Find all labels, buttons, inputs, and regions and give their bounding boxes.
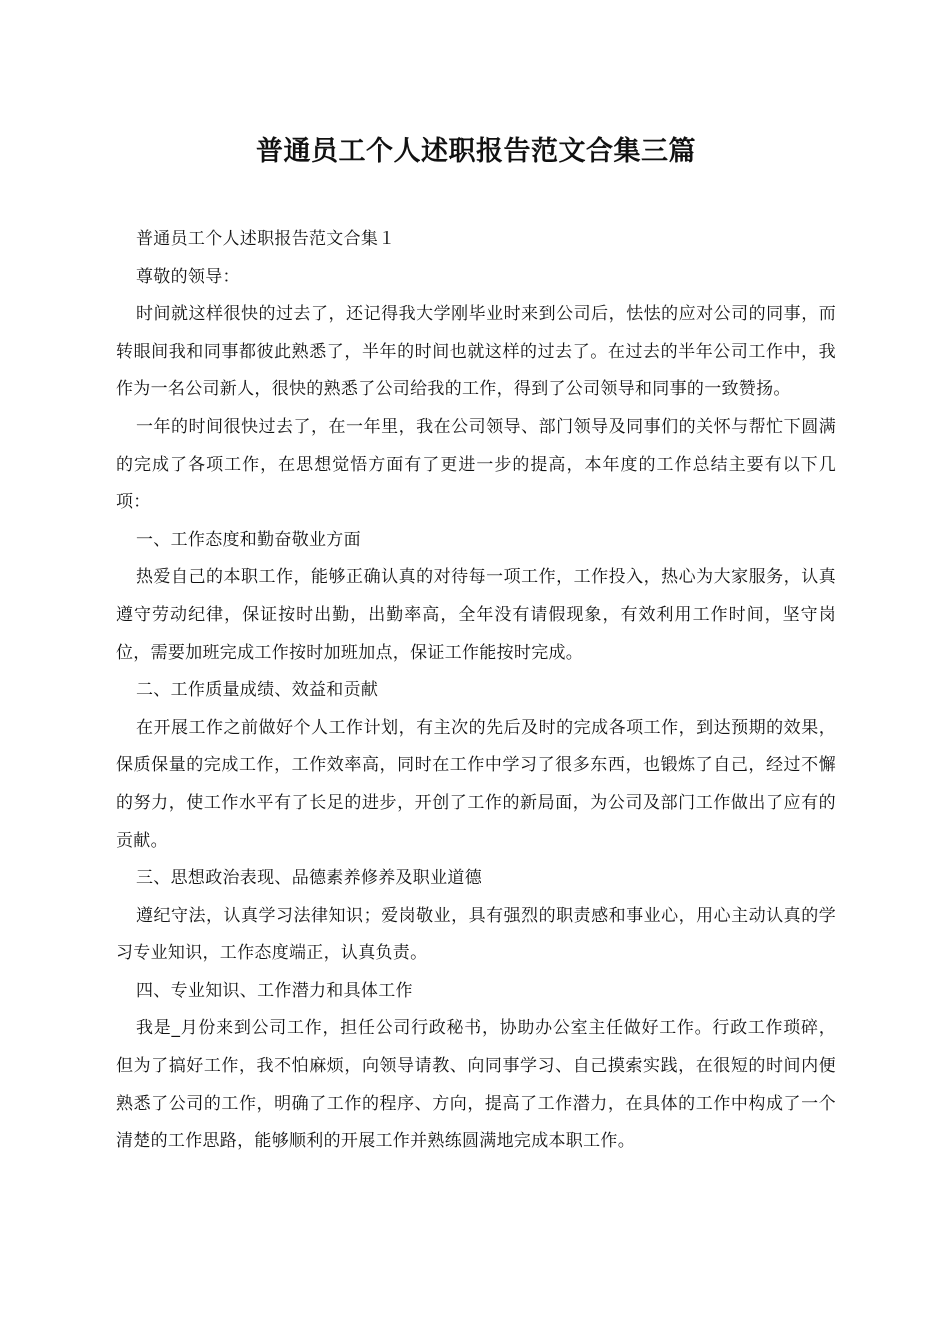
paragraph-ethics: 遵纪守法，认真学习法律知识；爱岗敬业，具有强烈的职责感和事业心，用心主动认真的学习专业知识，工作态度端正，认真负责。: [116, 905, 836, 964]
document-title: 普通员工个人述职报告范文合集三篇: [256, 136, 696, 167]
subheading-1: 一、工作态度和勤奋敬业方面: [136, 529, 361, 550]
section-title-1: 普通员工个人述职报告范文合集１: [136, 229, 396, 249]
paragraph-specific-work: 我是_月份来到公司工作，担任公司行政秘书，协助办公室主任做好工作。行政工作琐碎，但为了搞好工作，我不怕麻烦，向领导请教、向同事学习、自己摸索实践，在很短的时间内便熟悉了公司的工作，明确了工作的程序、方向，提高了工作潜力，在具体的工作中构成了一个清楚的工作思路，能够顺利的开展工作并熟练圆满地完成本职工作。: [116, 1018, 836, 1152]
salutation: 尊敬的领导：: [136, 266, 240, 287]
paragraph-intro-2: 一年的时间很快过去了，在一年里，我在公司领导、部门领导及同事们的关怀与帮忙下圆满的完成了各项工作，在思想觉悟方面有了更进一步的提高，本年度的工作总结主要有以下几项：: [116, 416, 836, 513]
subheading-3: 三、思想政治表现、品德素养修养及职业道德: [136, 868, 482, 889]
paragraph-work-quality: 在开展工作之前做好个人工作计划，有主次的先后及时的完成各项工作，到达预期的效果，保质保量的完成工作，工作效率高，同时在工作中学习了很多东西，也锻炼了自己，经过不懈的努力，使工作水平有了长足的进步，开创了工作的新局面，为公司及部门工作做出了应有的贡献。: [116, 717, 836, 851]
subheading-4: 四、专业知识、工作潜力和具体工作: [136, 980, 413, 1001]
paragraph-work-attitude: 热爱自己的本职工作，能够正确认真的对待每一项工作，工作投入，热心为大家服务，认真遵守劳动纪律，保证按时出勤，出勤率高，全年没有请假现象，有效利用工作时间，坚守岗位，需要加班完成工作按时加班加点，保证工作能按时完成。: [116, 567, 836, 663]
subheading-2: 二、工作质量成绩、效益和贡献: [136, 680, 379, 701]
document-body: [116, 221, 836, 1161]
paragraph-intro-1: 时间就这样很快的过去了，还记得我大学刚毕业时来到公司后，怯怯的应对公司的同事，而转眼间我和同事都彼此熟悉了，半年的时间也就这样的过去了。在过去的半年公司工作中，我作为一名公司新人，很快的熟悉了公司给我的工作，得到了公司领导和同事的一致赞扬。: [116, 304, 836, 400]
